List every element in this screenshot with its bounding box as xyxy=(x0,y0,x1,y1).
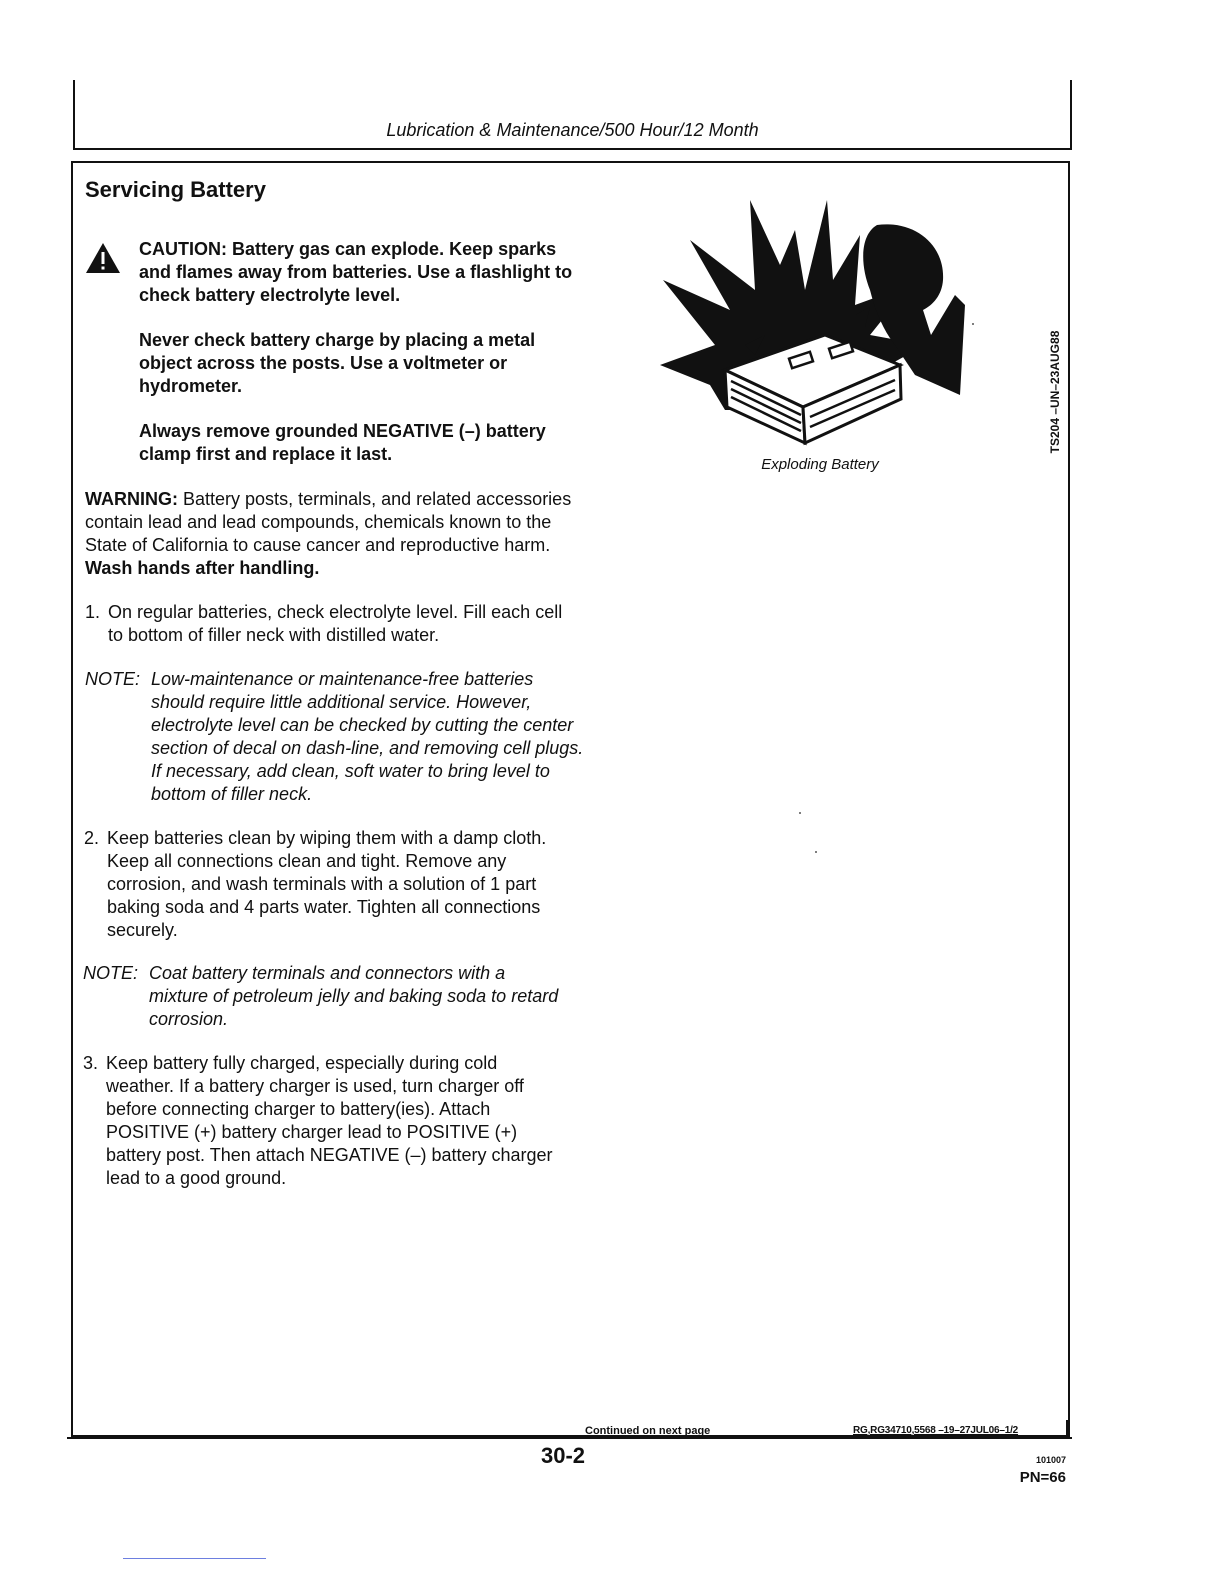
exploding-battery-icon xyxy=(655,195,985,450)
continued-notice: Continued on next page xyxy=(585,1425,711,1437)
step-number: 1. xyxy=(85,602,101,622)
document-reference: RG,RG34710,5568 –19–27JUL06–1/2 xyxy=(853,1425,1019,1436)
page-header-title: Lubrication & Maintenance/500 Hour/12 Month xyxy=(386,120,759,140)
footer-pn: PN=66 xyxy=(1019,1469,1066,1486)
footer-code: 101007 xyxy=(1035,1455,1066,1465)
step-item xyxy=(85,601,575,647)
caution-block xyxy=(139,238,589,488)
caution-paragraph: Always remove grounded NEGATIVE (–) battery clamp first and replace it last. xyxy=(139,421,546,464)
note-item xyxy=(83,962,563,1031)
note-text: Coat battery terminals and connectors with a mixture of petroleum jelly and baking soda to retard corrosion. xyxy=(149,963,559,1029)
warning-text: Battery posts, terminals, and related accessories contain lead and lead compounds, chemicals known to the State of California to cause cancer and reproductive harm. xyxy=(85,489,572,555)
warning-label: WARNING: xyxy=(85,489,178,509)
figure-code: TS204 –UN–23AUG88 xyxy=(1048,330,1062,454)
stray-blue-line xyxy=(123,1558,266,1559)
note-label: NOTE: xyxy=(85,669,141,689)
footer-rule xyxy=(67,1437,1072,1439)
step-item xyxy=(84,827,584,942)
warning-block xyxy=(85,488,585,580)
step-text: On regular batteries, check electrolyte level. Fill each cell to bottom of filler neck with distilled water. xyxy=(108,602,563,645)
caution-paragraph: CAUTION: Battery gas can explode. Keep sparks and flames away from batteries. Use a flashlight to check battery electrolyte level. xyxy=(139,239,573,305)
scan-speck xyxy=(815,851,817,853)
caution-triangle-icon xyxy=(85,242,121,274)
scan-speck xyxy=(972,323,974,325)
footer-tick xyxy=(1066,1420,1068,1439)
step-item xyxy=(83,1052,563,1190)
step-number: 3. xyxy=(83,1053,99,1073)
figure-caption: Exploding Battery xyxy=(761,456,879,473)
header-divider xyxy=(73,148,1072,150)
note-label: NOTE: xyxy=(83,963,139,983)
step-number: 2. xyxy=(84,828,100,848)
scan-speck xyxy=(799,812,801,814)
step-text: Keep batteries clean by wiping them with a damp cloth. Keep all connections clean and tight. Remove any corrosion, and wash terminals with a solution of 1 part baking soda and 4 parts water. Tighten all connections securely. xyxy=(107,828,547,940)
page-number: 30-2 xyxy=(541,1443,586,1468)
note-item xyxy=(85,668,585,806)
step-text: Keep battery fully charged, especially during cold weather. If a battery charger is used, turn charger off before connecting charger to battery(ies). Attach POSITIVE (+) battery charger lead to POSITIVE (+) battery post. Then attach NEGATIVE (–) battery charger lead to a good ground. xyxy=(106,1053,553,1188)
warning-emphasis: Wash hands after handling. xyxy=(85,558,320,578)
section-title: Servicing Battery xyxy=(85,177,266,202)
note-text: Low-maintenance or maintenance-free batteries should require little additional service. However, electrolyte level can be checked by cutting the center section of decal on dash-line, and removing cell plugs. If necessary, add clean, soft water to bring level to bottom of filler neck. xyxy=(151,669,584,804)
caution-paragraph: Never check battery charge by placing a metal object across the posts. Use a voltmeter or hydrometer. xyxy=(139,330,536,396)
